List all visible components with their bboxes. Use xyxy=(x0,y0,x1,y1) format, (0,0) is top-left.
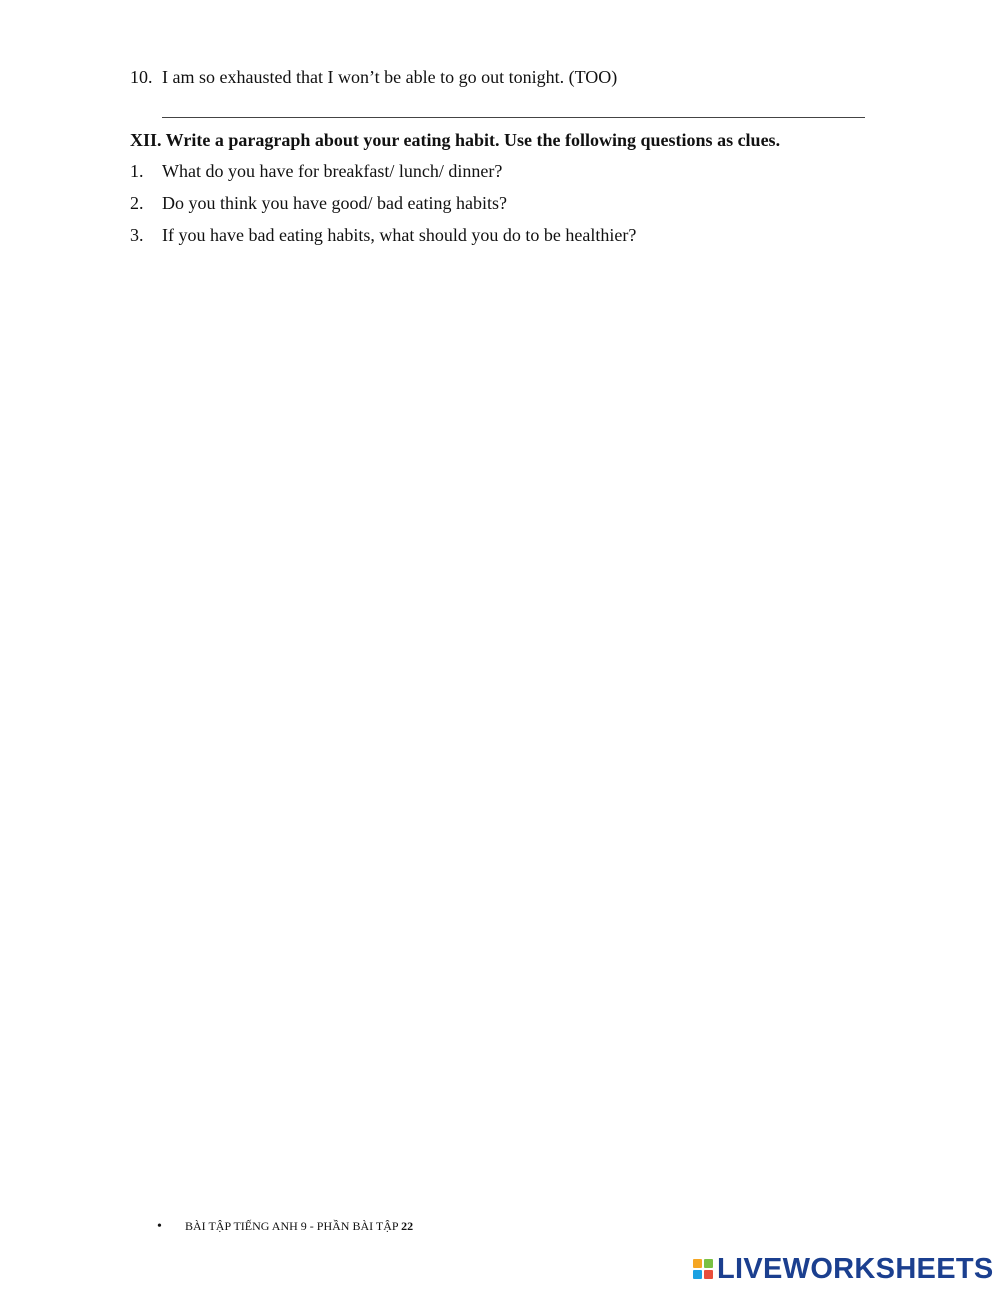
section-heading: XII. Write a paragraph about your eating habit. Use the following questions as clues. xyxy=(130,130,781,150)
exercise-10 xyxy=(130,66,870,88)
logo-tile-2 xyxy=(704,1259,713,1268)
exercise-10-number: 10. xyxy=(130,67,153,87)
question-text: What do you have for breakfast/ lunch/ dinner? xyxy=(162,161,503,181)
exercise-10-text: I am so exhausted that I won’t be able to go out tonight. (TOO) xyxy=(162,67,618,87)
question-number: 1. xyxy=(130,161,144,181)
logo-tile-4 xyxy=(704,1270,713,1279)
question-2 xyxy=(130,192,870,214)
logo-tile-3 xyxy=(693,1270,702,1279)
question-number: 2. xyxy=(130,193,144,213)
question-3 xyxy=(130,224,870,246)
page-number: 22 xyxy=(401,1219,414,1233)
footer-bullet: • xyxy=(157,1219,162,1234)
question-text: Do you think you have good/ bad eating habits? xyxy=(162,193,507,213)
question-number: 3. xyxy=(130,225,144,245)
question-1 xyxy=(130,160,870,182)
liveworksheets-logo[interactable] xyxy=(693,1254,994,1284)
footer-text: BÀI TẬP TIẾNG ANH 9 - PHẦN BÀI TẬP xyxy=(185,1219,402,1233)
liveworksheets-logo-text: LIVEWORKSHEETS xyxy=(717,1253,994,1285)
question-text: If you have bad eating habits, what should you do to be healthier? xyxy=(162,225,637,245)
page-footer xyxy=(157,1218,413,1235)
liveworksheets-logo-icon xyxy=(693,1259,713,1279)
answer-line[interactable] xyxy=(162,117,865,118)
logo-tile-1 xyxy=(693,1259,702,1268)
